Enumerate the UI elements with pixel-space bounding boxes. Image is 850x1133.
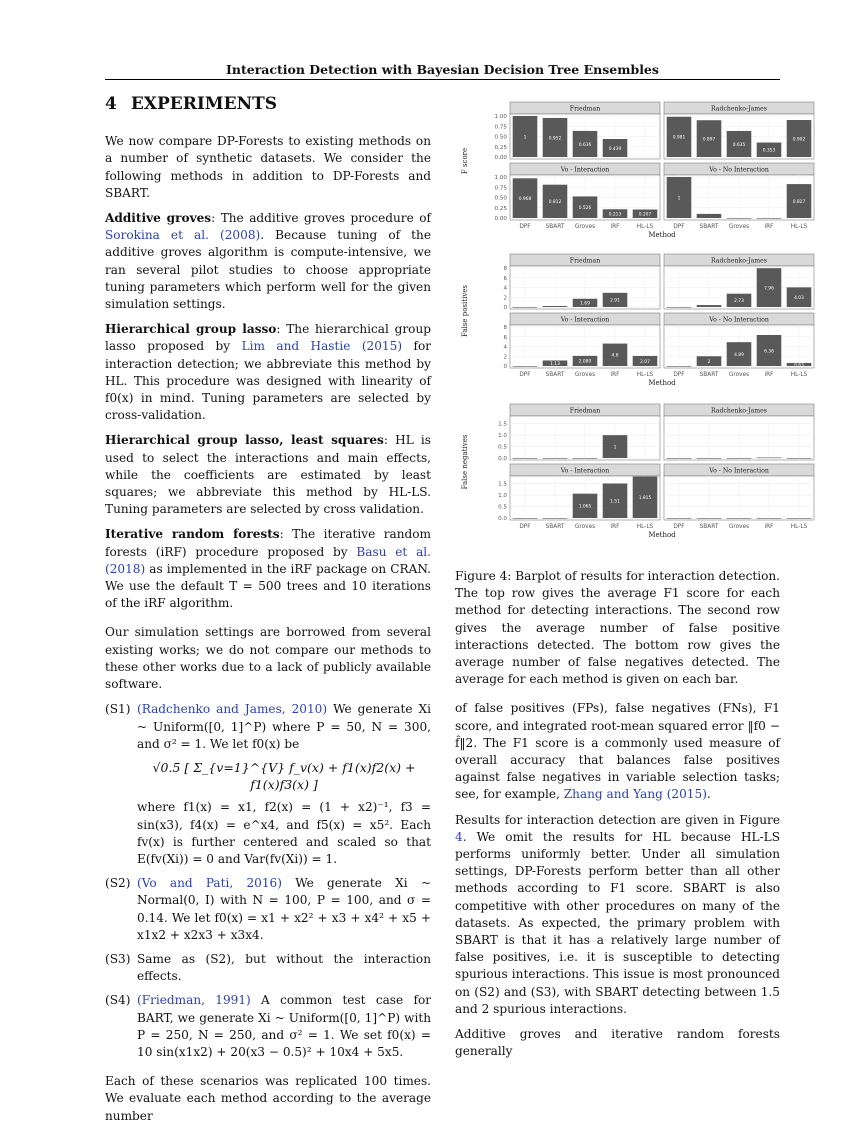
- bar: [543, 518, 568, 519]
- y-tick-label: 4: [503, 344, 507, 351]
- facet-title: Radchenko-James: [711, 105, 767, 113]
- bar-value-label: 0.439: [608, 146, 622, 152]
- bar: [513, 307, 538, 308]
- setting-body: We generate Xi ~ Uniform([0, 1]^P) where P = 50, N = 300, and σ² = 1. We let f0(x) be: [137, 702, 431, 751]
- x-tick-label: iRF: [610, 372, 620, 378]
- x-tick-label: Groves: [574, 224, 596, 230]
- facet-title: Friedman: [569, 105, 601, 113]
- facet-title: Friedman: [569, 257, 601, 265]
- y-tick-label: 0: [503, 364, 507, 370]
- method-name: Additive groves: [105, 211, 212, 226]
- intro-paragraph: We now compare DP-Forests to existing methods on a number of synthetic datasets. We consider the following methods in addition to DP-Forests and SBART.: [105, 134, 431, 200]
- bar: [513, 458, 538, 459]
- y-tick-label: 6: [503, 275, 507, 282]
- bar-value-label: 4.03: [794, 295, 804, 301]
- bar-value-label: 7.96: [764, 286, 774, 292]
- y-axis-title: F score: [461, 147, 469, 175]
- x-tick-label: SBART: [699, 224, 719, 230]
- bar-value-label: 1: [677, 196, 681, 202]
- method-text: : The additive groves procedure of: [211, 211, 432, 226]
- bar-value-label: 2.07: [640, 359, 650, 365]
- y-tick-label: 1.00: [494, 175, 507, 181]
- bar-value-label: 6.36: [764, 349, 774, 355]
- bar-value-label: 0.636: [578, 142, 592, 148]
- header-rule: [105, 79, 780, 80]
- bar: [543, 306, 568, 307]
- bar: [727, 458, 752, 459]
- x-tick-label: Groves: [728, 224, 750, 230]
- citation-link[interactable]: (Friedman, 1991): [137, 993, 251, 1008]
- y-tick-label: 8: [503, 325, 507, 331]
- setting-s3: [105, 951, 431, 985]
- citation-link[interactable]: Zhang and Yang (2015): [563, 787, 707, 802]
- y-tick-label: 0.00: [494, 216, 507, 222]
- bar: [667, 458, 692, 459]
- method-text: : The hierarchical group lasso proposed by: [105, 322, 431, 354]
- trailing-paragraph: Additive groves and iterative random forests generally: [455, 1027, 780, 1059]
- settings-intro: Our simulation settings are borrowed from several existing works; we do not compare our methods to these other works due to a lack of publicly available software.: [105, 625, 431, 692]
- bar-value-label: 0.635: [732, 142, 746, 148]
- method-text: : HL is used to select the interactions and main effects, while the coefficients are estimated by least squares; we abbreviate this method by HL-LS. Tuning parameters are selected by cross validation.: [105, 433, 432, 517]
- method-text: for interaction detection; we abbreviate this method by HL. This procedure was designed with linearity of f0(x) in mind. Tuning parameters are selected by cross-validation.: [105, 339, 432, 423]
- setting-label: (S4): [105, 993, 131, 1008]
- x-tick-label: SBART: [545, 224, 565, 230]
- y-tick-label: 0.50: [494, 134, 507, 141]
- bar-value-label: 0.353: [762, 148, 776, 154]
- facet-title: Radchenko-James: [711, 407, 767, 415]
- figure-caption: Figure 4: Barplot of results for interaction detection. The top row gives the average F1 score for each method for detecting interactions. The second row gives the average number of false positive interactions detected. The bottom row gives the average number of false negatives detected. The average for each method is given on each bar.: [455, 569, 780, 687]
- x-tick-label: HL-LS: [636, 224, 654, 230]
- right-column: [455, 568, 780, 1068]
- setting-label: (S3): [105, 951, 131, 966]
- bar: [727, 518, 752, 519]
- bar-value-label: 0.981: [672, 135, 686, 141]
- setting-label: (S2): [105, 876, 131, 891]
- y-tick-label: 0.5: [498, 444, 507, 451]
- bar: [667, 366, 692, 367]
- bar: [513, 518, 538, 519]
- closing-paragraph: Each of these scenarios was replicated 100 times. We evaluate each method according to the average number: [105, 1074, 431, 1123]
- setting-body: We generate Xi ~ Normal(0, I) with N = 100, P = 100, and σ = 0.14. We let f0(x) = x1 + x2² + x3 + x4² + x5 + x1x2 + x2x3 + x3x4.: [137, 876, 431, 942]
- x-tick-label: SBART: [545, 524, 565, 530]
- method-text: . Because tuning of the additive groves algorithm is compute-intensive, we ran several pilot studies to choose appropriate tuning parameters which perform well for the given simulation settings.: [105, 228, 431, 312]
- bar: [787, 518, 812, 519]
- facet-title: Vo - No Interaction: [709, 316, 769, 324]
- y-axis-title: False positives: [461, 284, 469, 338]
- facet-title: Vo - Interaction: [560, 467, 610, 475]
- metrics-paragraph: [455, 700, 780, 803]
- citation-link[interactable]: Lim and Hastie (2015): [241, 339, 403, 354]
- left-column: [105, 96, 431, 1133]
- setting-body-after: where f1(x) = x1, f2(x) = (1 + x2)⁻¹, f3 = sin(x3), f4(x) = e^x4, and f5(x) = x5². Each fv(x) is further centered and scaled so that E(fv(Xi)) = 0 and Var(fv(Xi)) = 1.: [137, 800, 431, 866]
- method-name: Hierarchical group lasso: [105, 322, 277, 337]
- bar-value-label: 1.69: [580, 301, 590, 307]
- bar: [757, 218, 782, 219]
- bar-value-label: 1: [523, 135, 527, 141]
- bar: [667, 307, 692, 308]
- setting-s2: [105, 875, 431, 944]
- x-axis-title: Method: [648, 379, 676, 387]
- setting-label: (S1): [105, 702, 131, 717]
- y-tick-label: 0.0: [498, 516, 507, 522]
- y-tick-label: 4: [503, 285, 507, 292]
- y-tick-label: 0.25: [494, 205, 507, 212]
- bar-value-label: 1.815: [638, 496, 652, 502]
- method-additive-groves: [105, 210, 431, 313]
- x-tick-label: iRF: [764, 224, 774, 230]
- bar: [757, 458, 782, 459]
- x-tick-label: iRF: [764, 524, 774, 530]
- citation-link[interactable]: Basu et al. (2018): [105, 544, 431, 576]
- bar-value-label: 1.13: [550, 362, 560, 368]
- setting-text: [137, 875, 431, 944]
- bar: [697, 518, 722, 519]
- bar: [513, 366, 538, 367]
- bar-value-label: 0.207: [638, 212, 652, 218]
- bar-value-label: 1.51: [610, 499, 620, 505]
- y-tick-label: 1.0: [498, 493, 507, 500]
- running-head: Interaction Detection with Bayesian Decision Tree Ensembles: [226, 62, 659, 77]
- method-name: Hierarchical group lasso, least squares: [105, 433, 384, 448]
- section-heading: [105, 96, 431, 113]
- x-tick-label: HL-LS: [790, 372, 808, 378]
- x-tick-label: HL-LS: [636, 524, 654, 530]
- setting-text: [137, 992, 431, 1061]
- x-tick-label: iRF: [764, 372, 774, 378]
- y-tick-label: 0.00: [494, 155, 507, 161]
- bar: [727, 218, 752, 219]
- x-tick-label: DPF: [673, 372, 685, 378]
- bar-value-label: 0.213: [608, 212, 622, 218]
- bar-value-label: 4.6: [611, 353, 619, 359]
- x-tick-label: SBART: [699, 372, 719, 378]
- facet-title: Vo - No Interaction: [709, 467, 769, 475]
- bar-value-label: 2.080: [578, 359, 592, 365]
- bar-value-label: 1.065: [578, 504, 592, 510]
- method-name: Iterative random forests: [105, 527, 280, 542]
- bar: [787, 458, 812, 459]
- x-tick-label: DPF: [673, 524, 685, 530]
- x-axis-title: Method: [648, 231, 676, 239]
- y-tick-label: 1.0: [498, 433, 507, 440]
- bar-value-label: 0.952: [548, 136, 562, 142]
- facet-title: Vo - Interaction: [560, 316, 610, 324]
- bar-value-label: 0.827: [792, 199, 806, 205]
- figure-4: [455, 96, 808, 556]
- y-tick-label: 1.5: [498, 481, 507, 488]
- bar: [697, 305, 722, 307]
- y-tick-label: 1.00: [494, 114, 507, 120]
- bar-value-label: 0.897: [702, 137, 716, 143]
- y-tick-label: 0.5: [498, 504, 507, 511]
- x-tick-label: DPF: [519, 524, 531, 530]
- metrics-text-end: .: [706, 787, 711, 802]
- x-tick-label: SBART: [699, 524, 719, 530]
- facet-title: Radchenko-James: [711, 257, 767, 265]
- x-tick-label: iRF: [610, 524, 620, 530]
- bar: [697, 214, 722, 218]
- bar: [543, 458, 568, 459]
- bar: [573, 458, 598, 459]
- citation-link[interactable]: Sorokina et al. (2008): [105, 228, 261, 243]
- bar-value-label: 0.902: [792, 137, 806, 143]
- y-tick-label: 1.5: [498, 421, 507, 428]
- method-hl-ls: [105, 432, 431, 518]
- citation-link[interactable]: (Radchenko and James, 2010): [137, 702, 328, 717]
- bar-value-label: 0.63: [794, 363, 804, 369]
- citation-link[interactable]: (Vo and Pati, 2016): [137, 876, 282, 891]
- x-tick-label: iRF: [610, 224, 620, 230]
- x-tick-label: DPF: [519, 224, 531, 230]
- setting-text: Same as (S2), but without the interaction effects.: [137, 951, 431, 984]
- section-number: 4: [105, 94, 117, 114]
- facet-title: Friedman: [569, 407, 601, 415]
- y-tick-label: 6: [503, 334, 507, 341]
- x-tick-label: HL-LS: [636, 372, 654, 378]
- bar: [697, 458, 722, 459]
- method-hierarchical-group-lasso: [105, 321, 431, 424]
- bar-value-label: 2: [707, 359, 711, 365]
- bar-value-label: 4.89: [734, 352, 744, 358]
- y-tick-label: 2: [503, 354, 507, 361]
- y-tick-label: 2: [503, 295, 507, 302]
- y-tick-label: 0.50: [494, 195, 507, 202]
- x-tick-label: Groves: [728, 524, 750, 530]
- method-text: as implemented in the iRF package on CRAN. We use the default T = 500 trees and 10 iterations of the iRF algorithm.: [105, 561, 431, 611]
- y-tick-label: 0.75: [494, 185, 507, 192]
- x-tick-label: Groves: [728, 372, 750, 378]
- method-irf: [105, 526, 431, 612]
- y-tick-label: 8: [503, 266, 507, 272]
- results-text: Results for interaction detection are given in Figure: [455, 812, 780, 827]
- bar-value-label: 0.526: [578, 206, 592, 212]
- setting-s4: [105, 992, 431, 1061]
- facet-title: Vo - Interaction: [560, 166, 610, 174]
- metrics-text: of false positives (FPs), false negatives (FNs), F1 score, and integrated root-mean squared error ‖f0 − f̂‖2. The F1 score is a commonly used measure of overall accuracy that balances false positives against false negatives in variable selection tasks; see, for example,: [455, 701, 780, 802]
- x-tick-label: SBART: [545, 372, 565, 378]
- bar: [667, 518, 692, 519]
- x-tick-label: HL-LS: [790, 224, 808, 230]
- x-tick-label: Groves: [574, 372, 596, 378]
- y-tick-label: 0: [503, 305, 507, 311]
- equation: √0.5 [ Σ_{v=1}^{V} f_v(x) + f1(x)f2(x) + f1(x)f3(x) ]: [152, 759, 416, 793]
- bar: [757, 518, 782, 519]
- x-tick-label: HL-LS: [790, 524, 808, 530]
- figure-ref-link[interactable]: 4: [455, 829, 463, 844]
- facet-title: Vo - No Interaction: [709, 166, 769, 174]
- x-tick-label: Groves: [574, 524, 596, 530]
- bar-value-label: 0.968: [518, 196, 532, 202]
- figure-4-barplots: [455, 96, 808, 556]
- results-paragraph: [455, 812, 780, 1018]
- x-axis-title: Method: [648, 531, 676, 539]
- method-text: : The iterative random forests (iRF) procedure proposed by: [105, 527, 432, 559]
- bar-value-label: 2.73: [734, 299, 744, 305]
- setting-s1: [105, 701, 431, 868]
- y-tick-label: 0.25: [494, 144, 507, 151]
- bar-value-label: 0.812: [548, 200, 562, 206]
- x-tick-label: DPF: [673, 224, 685, 230]
- results-text: . We omit the results for HL because HL-LS performs uniformly better. Under all simulation settings, DP-Forests perform better than all other methods according to F1 score. SBART is also competitive with other procedures on many of the datasets. As expected, the primary problem with SBART is that it has a relatively large number of false positives, i.e. it is susceptible to detecting spurious interactions. This issue is most pronounced on (S2) and (S3), with SBART detecting between 1.5 and 2 spurious interactions.: [455, 829, 780, 1016]
- y-axis-title: False negatives: [461, 434, 469, 490]
- y-tick-label: 0.75: [494, 124, 507, 131]
- bar-value-label: 2.91: [610, 298, 620, 304]
- section-title: EXPERIMENTS: [130, 94, 278, 114]
- setting-body: A common test case for BART, we generate Xi ~ Uniform([0, 1]^P) with P = 250, N = 250, and σ² = 1. We set f0(x) = 10 sin(x1x2) + 20(x3 − 0.5)² + 10x4 + 5x5.: [137, 993, 432, 1059]
- y-tick-label: 0.0: [498, 456, 507, 462]
- x-tick-label: DPF: [519, 372, 531, 378]
- setting-text: [137, 701, 431, 868]
- bar-value-label: 1: [613, 445, 617, 451]
